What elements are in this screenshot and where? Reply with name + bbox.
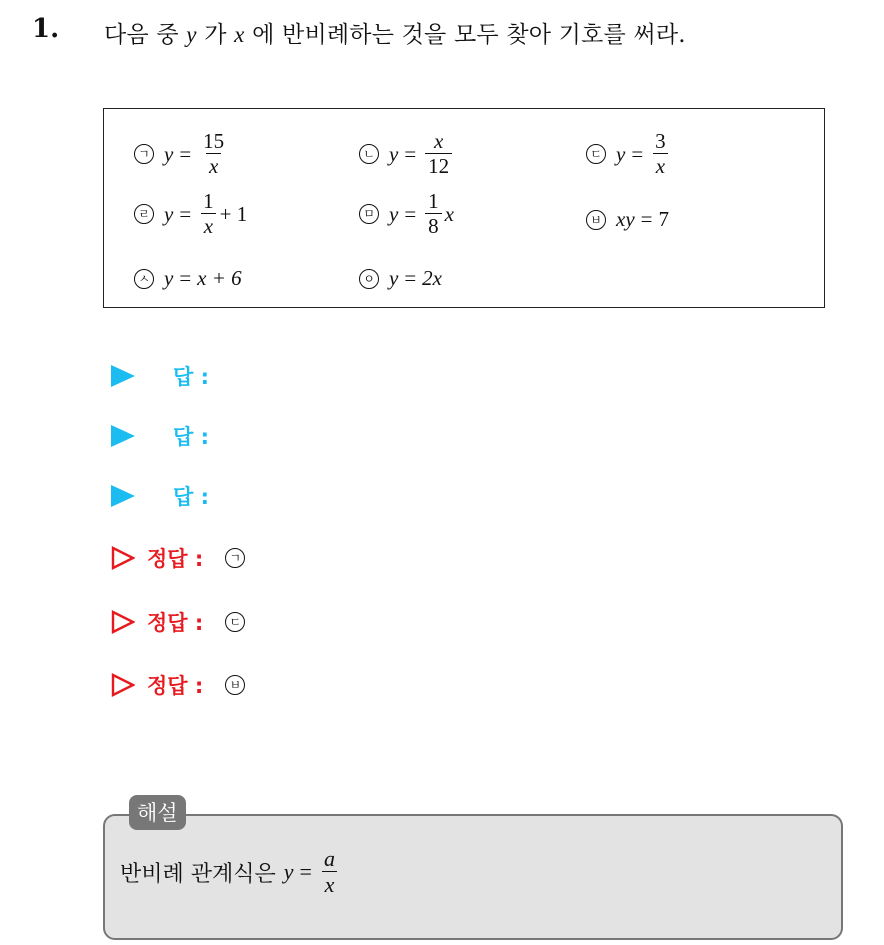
question-text <box>104 16 686 49</box>
fraction <box>425 191 442 237</box>
equals-sign: = <box>631 141 644 166</box>
fraction <box>200 131 227 177</box>
question-var-x: x <box>234 22 245 47</box>
fraction <box>321 848 338 896</box>
choice-b <box>359 131 455 177</box>
solution-marker: ㄱ <box>225 548 245 568</box>
solution-row <box>111 607 255 637</box>
choice-lhs: y <box>389 266 399 290</box>
explanation-sentence: 반비례 관계식은 <box>120 861 276 887</box>
choice-rhs: 2x <box>422 266 442 290</box>
fraction-denominator: x <box>206 153 221 177</box>
fraction <box>200 191 217 237</box>
choice-lhs: xy <box>616 207 635 231</box>
fraction-numerator: x <box>434 129 444 153</box>
choice-h <box>359 266 442 291</box>
choice-f <box>586 207 669 232</box>
solution-row <box>111 670 255 700</box>
play-triangle-icon <box>111 425 135 447</box>
answer-prompt-row <box>111 421 209 451</box>
choice-marker: ㄹ <box>134 204 154 224</box>
equals-sign: = <box>404 201 417 226</box>
fraction-denominator: 12 <box>425 153 452 177</box>
fraction-denominator: x <box>653 153 668 177</box>
choice-e <box>359 191 454 237</box>
choice-marker: ㅁ <box>359 204 379 224</box>
answer-prompt-row <box>111 361 209 391</box>
question-text-part2: 가 <box>204 22 227 48</box>
equals-sign: = <box>299 859 312 884</box>
question-text-part3: 에 반비례하는 것을 모두 찾아 기호를 써라. <box>252 22 686 48</box>
equals-sign: = <box>179 266 192 290</box>
outline-triangle-icon <box>111 546 135 570</box>
choice-g <box>134 266 242 291</box>
outline-triangle-icon <box>111 610 135 634</box>
choice-marker: ㄴ <box>359 144 379 164</box>
choice-lhs: y <box>389 201 399 226</box>
answer-label: 답 : <box>173 485 209 509</box>
fraction-numerator: 1 <box>203 189 214 213</box>
choice-tail: + 1 <box>219 201 248 226</box>
choice-marker: ㅅ <box>134 269 154 289</box>
solution-label: 정답 : <box>147 611 204 635</box>
choice-marker: ㅇ <box>359 269 379 289</box>
choice-rhs: x + 6 <box>197 266 242 290</box>
fraction-numerator: 15 <box>203 129 225 153</box>
answer-label: 답 : <box>173 425 209 449</box>
solution-marker: ㅂ <box>225 675 245 695</box>
solution-row <box>111 543 255 573</box>
choice-marker: ㄷ <box>586 144 606 164</box>
choice-d <box>134 191 247 237</box>
explanation-tag: 해설 <box>129 795 186 830</box>
choice-c <box>586 131 672 177</box>
question-var-y: y <box>186 22 197 47</box>
equals-sign: = <box>640 207 653 231</box>
equals-sign: = <box>404 141 417 166</box>
choice-lhs: y <box>164 141 174 166</box>
choice-a <box>134 131 230 177</box>
outline-triangle-icon <box>111 673 135 697</box>
choice-lhs: y <box>164 201 174 226</box>
fraction-numerator: a <box>323 846 335 871</box>
fraction-numerator: 1 <box>428 189 439 213</box>
fraction <box>652 131 669 177</box>
choice-lhs: y <box>616 141 626 166</box>
fraction-numerator: 3 <box>655 129 666 153</box>
choice-box <box>103 108 825 308</box>
fraction-denominator: x <box>322 871 338 896</box>
choice-lhs: y <box>164 266 174 290</box>
choice-lhs: y <box>389 141 399 166</box>
choice-rhs: 7 <box>658 207 669 231</box>
question-text-part1: 다음 중 <box>104 22 179 48</box>
fraction-denominator: 8 <box>425 213 442 237</box>
explanation-lhs: y <box>283 859 294 884</box>
explanation-text <box>120 848 341 896</box>
solution-marker: ㄷ <box>225 612 245 632</box>
choice-marker: ㄱ <box>134 144 154 164</box>
equals-sign: = <box>404 266 417 290</box>
play-triangle-icon <box>111 485 135 507</box>
equals-sign: = <box>179 201 192 226</box>
solution-label: 정답 : <box>147 674 204 698</box>
play-triangle-icon <box>111 365 135 387</box>
choice-marker: ㅂ <box>586 210 606 230</box>
choice-tail: x <box>444 201 454 226</box>
equals-sign: = <box>179 141 192 166</box>
answer-prompt-row <box>111 481 209 511</box>
question-number: 1. <box>32 14 60 44</box>
answer-label: 답 : <box>173 365 209 389</box>
fraction <box>425 131 452 177</box>
solution-label: 정답 : <box>147 547 204 571</box>
fraction-denominator: x <box>201 213 216 237</box>
